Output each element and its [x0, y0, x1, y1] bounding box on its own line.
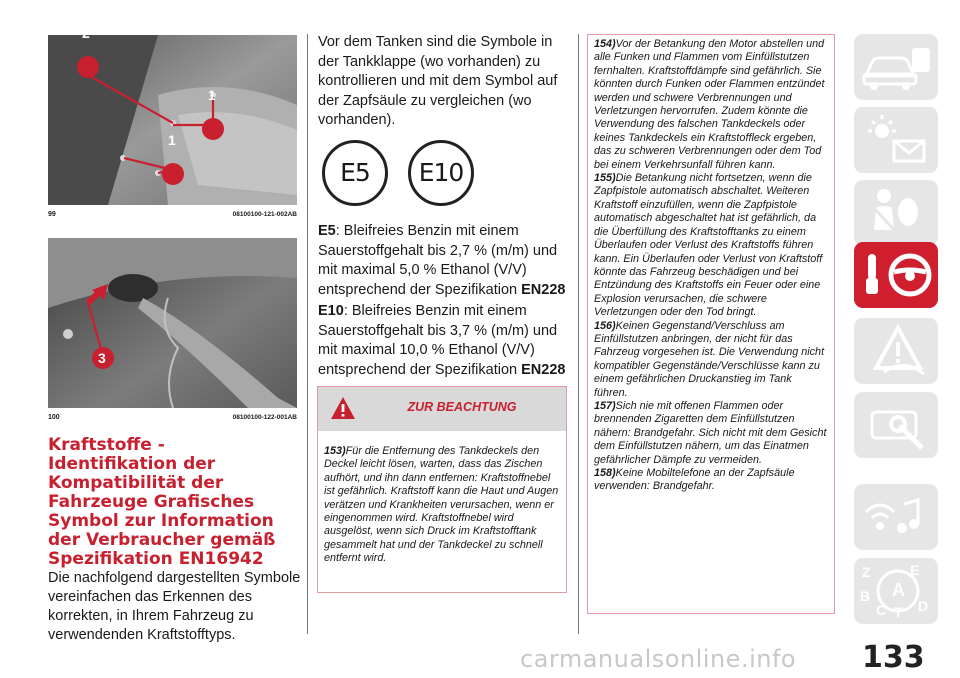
- check-symbols-paragraph: Vor dem Tanken sind die Symbole in der Tankklappe (wo vorhanden) zu kontrollieren und mit dem Symbol auf der Zapfsäule zu vergleichen (wo vorhanden).: [318, 34, 558, 128]
- heading-line: der Verbraucher gemäß: [48, 530, 276, 550]
- watermark: carmanualsonline.info: [520, 645, 797, 673]
- warning-box-continued: [587, 34, 835, 614]
- warning-item: [594, 320, 828, 400]
- fuel-code: E5: [318, 223, 336, 239]
- callout-1: 1: [168, 132, 176, 148]
- fuel-description: : Bleifreies Benzin mit einem Sauerstoffgehalt bis 2,7 % (m/m) und mit maximal 5,0 % Ethanol (V/V) entsprechend der Spezifikation: [318, 223, 558, 298]
- warning-text: Keinen Gegenstand/Verschluss am Einfüllstutzen anbringen, der nicht für das Fahrzeug vorgesehen ist. Die Verwendung nicht kompatibler Gegenstände/Verschlüsse kann zu einem gefährlichen Druckanstieg im Tank führen.: [594, 319, 825, 399]
- warning-number: 157): [594, 399, 616, 412]
- warning-number: 155): [594, 172, 616, 185]
- column-divider: [578, 34, 579, 634]
- warning-header: [318, 387, 566, 431]
- warning-item: [594, 467, 828, 494]
- tab-index[interactable]: [854, 558, 938, 624]
- warning-number: 153): [324, 445, 346, 457]
- figure-99-caption: [48, 208, 297, 222]
- tab-lights-messages[interactable]: [854, 107, 938, 173]
- figure-99-callouts: [48, 25, 297, 205]
- intro-paragraph: Die nachfolgend dargestellten Symbole vereinfachen das Erkennen des korrekten, in Ihrem Fahrzeug zu verwendenden Kraftstofftyps.: [48, 570, 301, 643]
- heading-line: Spezifikation EN16942: [48, 549, 264, 569]
- heading-line: Symbol zur Information: [48, 511, 274, 531]
- car-dashboard-icon: [854, 34, 938, 100]
- index-letter: A: [892, 580, 905, 600]
- page-number: 133: [862, 640, 925, 675]
- warning-item: [324, 445, 560, 566]
- warning-number: 158): [594, 467, 616, 479]
- heading-line: Fahrzeuge Grafisches: [48, 492, 255, 512]
- warning-box: [317, 386, 567, 593]
- tab-maintenance[interactable]: [854, 392, 938, 458]
- e10-symbol: E10: [408, 140, 474, 206]
- index-letter: Z: [862, 564, 871, 580]
- warning-text: Vor der Betankung den Motor abstellen und alle Funken und Flammen vom Einfüllstutzen fernhalten. Kraftstoffdämpfe sind gefährlich. Sie könnten durch Funken oder Flammen entzündet werden und schwere Verbrennungen und Verletzungen hervorrufen. Zudem könnte die Verwendung des falschen Tankdeckels oder keines Tankdeckels ein Kraftstoffleck ergeben, das zu schweren Verbrennungen oder dem Tod bei einem Verkehrsunfall führen kann.: [594, 38, 825, 171]
- figure-code: 08100100-122-001AB: [232, 414, 297, 421]
- key-steering-wheel-icon: [854, 242, 938, 308]
- warning-text: Keine Mobiltelefone an der Zapfsäule verwenden: Brandgefahr.: [594, 467, 795, 493]
- heading-line: Identifikation der: [48, 454, 216, 474]
- warning-item: [594, 400, 828, 467]
- warning-text: Für die Entfernung des Tankdeckels den Deckel leicht lösen, warten, dass das Zischen aufhört, und ihn dann entfernen: Kraftstoffnebel ist gefährlich. Kraftstoff kann die Haut und Augen verätzen und Krankheiten verursachen, wenn er eingenommen wird. Kraftstoffnebel wird ausgelöst, wenn sich Druck im Kraftstofftank gesammelt hat und der Tankdeckel zu schnell entfernt wird.: [324, 445, 559, 565]
- fuel-definition-e5: [318, 222, 570, 300]
- fuel-spec: EN228: [521, 281, 566, 298]
- warning-item: [594, 172, 828, 319]
- fuel-definitions: [318, 222, 570, 382]
- figure-number: 99: [48, 211, 56, 218]
- warning-text: Sich nie mit offenen Flammen oder brennenden Zigaretten dem Einfüllstutzen nähern: Brandgefahr. Sich nicht mit dem Gesicht dem Einfüllstutzen nähern, um das Einatmen gefährlicher Dämpfe zu vermeiden.: [594, 399, 827, 466]
- figure-100-caption: [48, 411, 297, 425]
- figure-100-callouts: [48, 238, 297, 408]
- index-letter: T: [894, 604, 903, 620]
- warning-text: Die Betankung nicht fortsetzen, wenn die Zapfpistole automatisch abschaltet. Weiteren Kraftstoff einzufüllen, wenn die Zapfpistole automatisch abgeschaltet hat ist gefährlich, da die Überfüllung des Kraftstofftanks zu einem Überlaufen oder Verlust des Kraftstoffs führen kann. Ein Überlaufen oder Verlust von Kraftstoff könnte das Fahrzeug beschädigen und bei Entzündung des Kraftstoffs ein Feuer oder eine Explosion verursachen, die schwere Verletzungen oder den Tod bringt.: [594, 172, 823, 319]
- callout-2: 2: [82, 25, 90, 41]
- heading-line: Kraftstoffe -: [48, 435, 165, 455]
- fuel-description: : Bleifreies Benzin mit einem Sauerstoffgehalt bis 3,7 % (m/m) und mit maximal 10,0 % Ethanol (V/V) entsprechend der Spezifikation: [318, 303, 558, 378]
- index-letter: B: [860, 588, 871, 604]
- column-divider: [307, 34, 308, 634]
- warning-number: 156): [594, 319, 616, 332]
- fuel-code: E10: [318, 303, 344, 319]
- figure-code: 08100100-121-002AB: [232, 211, 297, 218]
- maintenance-tools-icon: [854, 392, 938, 458]
- heading-line: Kompatibilität der: [48, 473, 224, 493]
- tab-safety[interactable]: [854, 180, 938, 246]
- warning-body: [318, 431, 566, 566]
- warning-road-icon: [854, 318, 938, 384]
- callout-1: 1: [208, 87, 216, 103]
- tab-multimedia[interactable]: [854, 484, 938, 550]
- fuel-spec: EN228: [521, 361, 566, 378]
- warning-triangle-icon: [330, 396, 356, 420]
- warning-item: [594, 38, 828, 172]
- figure-number: 100: [48, 414, 60, 421]
- fuel-definition-e10: [318, 302, 570, 380]
- warning-number: 154): [594, 38, 616, 50]
- section-heading: [48, 436, 304, 569]
- tab-starting-driving[interactable]: [854, 242, 938, 308]
- index-letter: E: [910, 562, 920, 578]
- tab-car-dashboard[interactable]: [854, 34, 938, 100]
- tab-emergency[interactable]: [854, 318, 938, 384]
- radio-music-icon: [854, 484, 938, 550]
- lights-message-icon: [854, 107, 938, 173]
- airbag-seatbelt-icon: [854, 180, 938, 246]
- e5-symbol: E5: [322, 140, 388, 206]
- index-letter: C: [876, 602, 887, 618]
- index-letter: D: [918, 598, 929, 614]
- fuel-symbols: [318, 140, 488, 210]
- warning-title: ZUR BEACHTUNG: [407, 400, 517, 414]
- callout-3: 3: [98, 350, 106, 366]
